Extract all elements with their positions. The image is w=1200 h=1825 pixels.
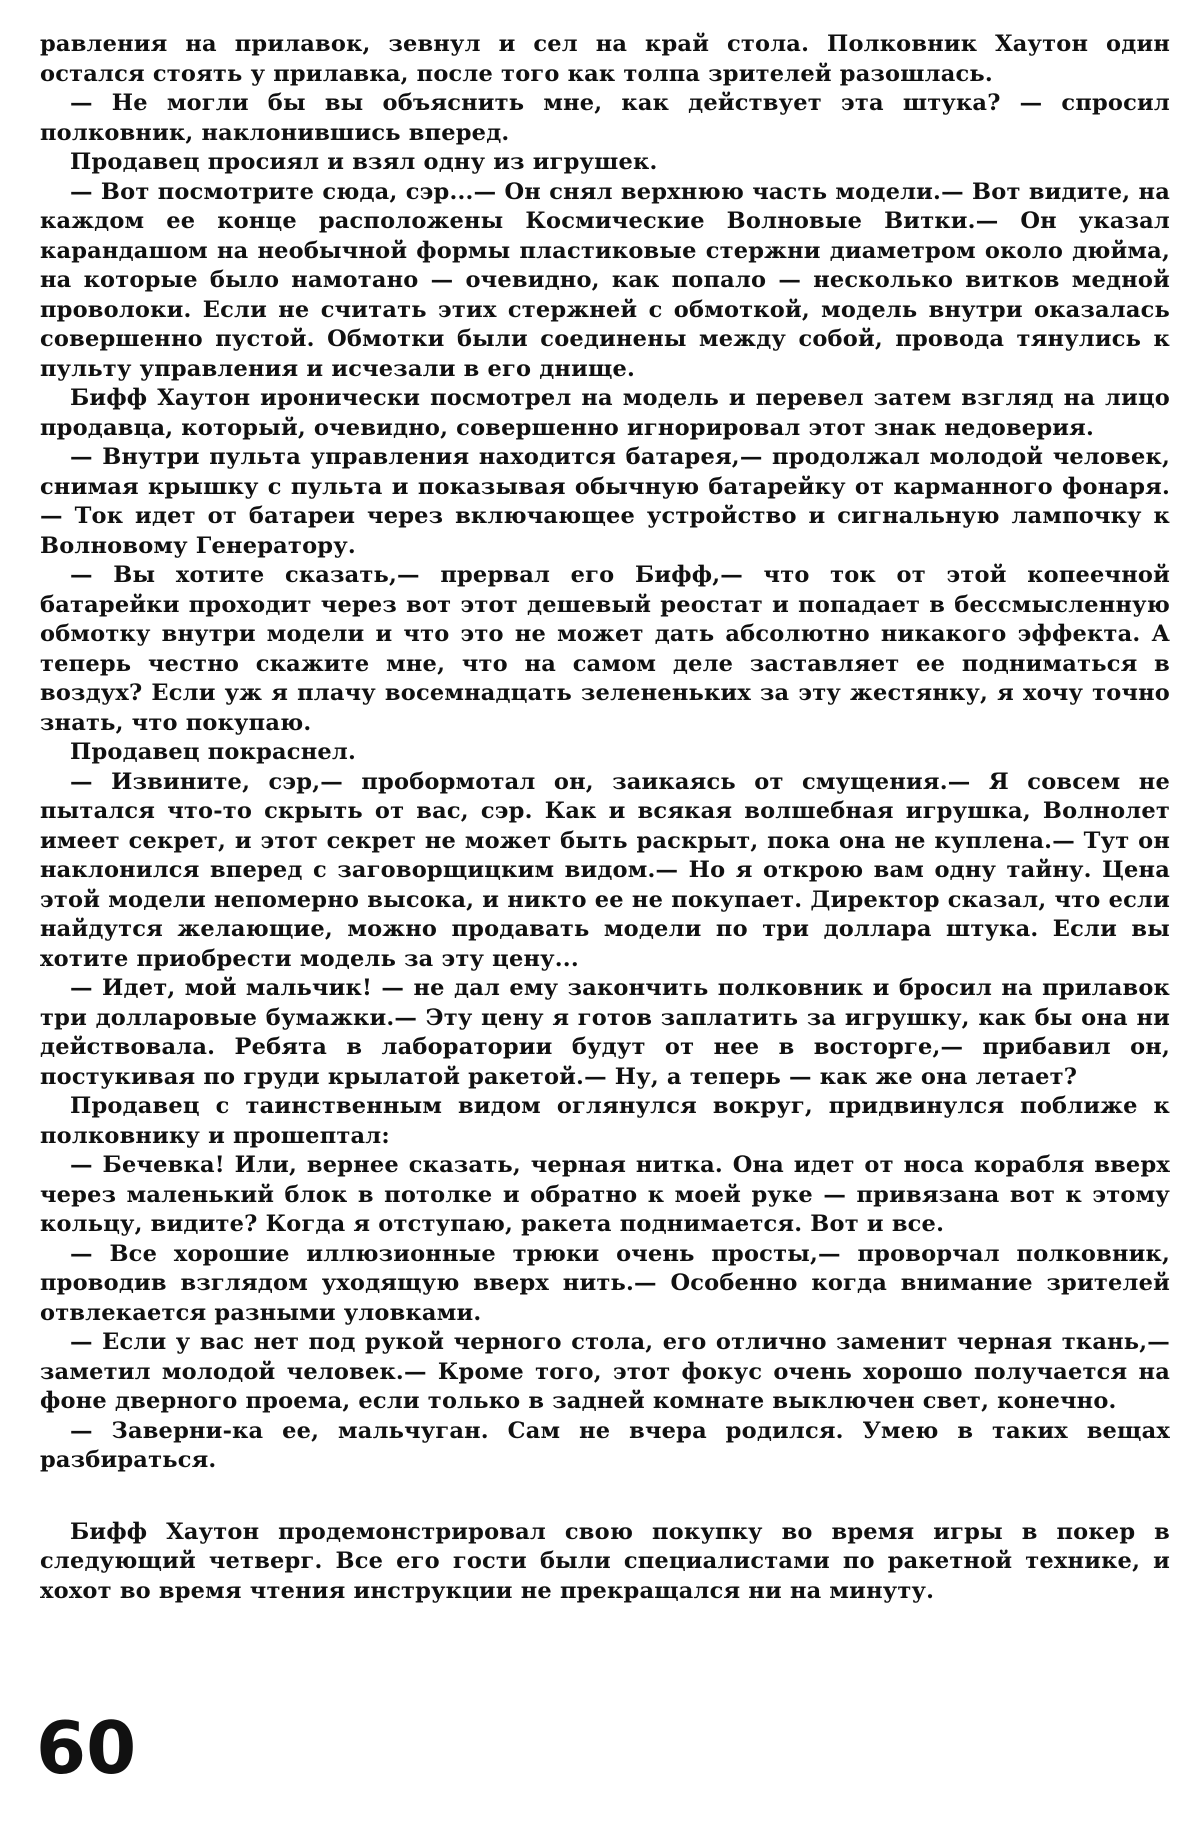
- paragraph: Продавец с таинственным видом оглянулся вокруг, придвинулся поближе к полковнику и прошептал:: [40, 1093, 1170, 1149]
- paragraph-dialogue: — Все хорошие иллюзионные трюки очень просты,— проворчал полковник, проводив взглядом уходящую вверх нить.— Особенно когда внимание зрителей отвлекается разными уловками.: [40, 1240, 1170, 1326]
- paragraph-dialogue: — Бечевка! Или, вернее сказать, черная нитка. Она идет от носа корабля вверх через маленький блок в потолке и обратно к моей руке — привязана вот к этому кольцу, видите? Когда я отступаю, ракета поднимается. Вот и все.: [40, 1152, 1170, 1237]
- paragraph-dialogue: — Если у вас нет под рукой черного стола, его отлично заменит черная ткань,— заметил молодой человек.— Кроме того, этот фокус очень хорошо получается на фоне дверного проема, если только в задней комнате выключен свет, конечно.: [40, 1329, 1170, 1414]
- paragraph-dialogue: — Идет, мой мальчик! — не дал ему закончить полковник и бросил на прилавок три долларовые бумажки.— Эту цену я готов заплатить за игрушку, как бы она ни действовала. Ребята в лаборатории будут от нее в восторге,— прибавил он, постукивая по груди крылатой ракетой.— Ну, а теперь — как же она летает?: [40, 975, 1170, 1090]
- paragraph: Продавец покраснел.: [70, 739, 356, 765]
- paragraph-dialogue: — Вот посмотрите сюда, сэр...— Он снял верхнюю часть модели.— Вот видите, на каждом ее конце расположены Космические Волновые Витки.— Он указал карандашом на необычной формы пластиковые стержни диаметром около дюйма, на которые было намотано — очевидно, как попало — несколько витков медной проволоки. Если не считать этих стержней с обмоткой, модель внутри оказалась совершенно пустой. Обмотки были соединены между собой, провода тянулись к пульту управления и исчезали в его днище.: [40, 178, 1170, 382]
- paragraph-dialogue: — Внутри пульта управления находится батарея,— продолжал молодой человек, снимая крышку с пульта и показывая обычную батарейку от карманного фонаря.— Ток идет от батареи через включающее устройство и сигнальную лампочку к Волновому Генератору.: [40, 444, 1170, 559]
- paragraph-dialogue: — Не могли бы вы объяснить мне, как действует эта штука? — спросил полковник, наклонившись вперед.: [40, 90, 1170, 146]
- page-number: 60: [36, 1706, 137, 1790]
- paragraph-dialogue: — Извините, сэр,— пробормотал он, заикаясь от смущения.— Я совсем не пытался что-то скрыть от вас, сэр. Как и всякая волшебная игрушка, Волнолет имеет секрет, и этот секрет не может быть раскрыт, пока она не куплена.— Тут он наклонился вперед с заговорщицким видом.— Но я открою вам одну тайну. Цена этой модели непомерно высока, и никто ее не покупает. Директор сказал, что если найдутся желающие, можно продавать модели по три доллара штука. Если вы хотите приобрести модель за эту цену...: [40, 768, 1170, 972]
- paragraph: Бифф Хаутон иронически посмотрел на модель и перевел затем взгляд на лицо продавца, который, очевидно, совершенно игнорировал этот знак недоверия.: [40, 385, 1170, 441]
- paragraph-dialogue: — Вы хотите сказать,— прервал его Бифф,— что ток от этой копеечной батарейки проходит через вот этот дешевый реостат и попадает в бессмысленную обмотку внутри модели и что это не может дать абсолютно никакого эффекта. А теперь честно скажите мне, что на самом деле заставляет ее подниматься в воздух? Если уж я плачу восемнадцать зелененьких за эту жестянку, я хочу точно знать, что покупаю.: [40, 562, 1170, 736]
- paragraph: Продавец просиял и взял одну из игрушек.: [70, 149, 658, 175]
- page-body: [40, 30, 1170, 1606]
- section-break: [40, 1476, 1170, 1518]
- paragraph-new-section: Бифф Хаутон продемонстрировал свою покупку во время игры в покер в следующий четверг. Все его гости были специалистами по ракетной технике, и хохот во время чтения инструкции не прекращался ни на минуту.: [40, 1518, 1170, 1604]
- paragraph-dialogue: — Заверни-ка ее, мальчуган. Сам не вчера родился. Умею в таких вещах разбираться.: [40, 1417, 1170, 1473]
- paragraph-continuation: равления на прилавок, зевнул и сел на край стола. Полковник Хаутон один остался стоять у прилавка, после того как толпа зрителей разошлась.: [40, 31, 1170, 87]
